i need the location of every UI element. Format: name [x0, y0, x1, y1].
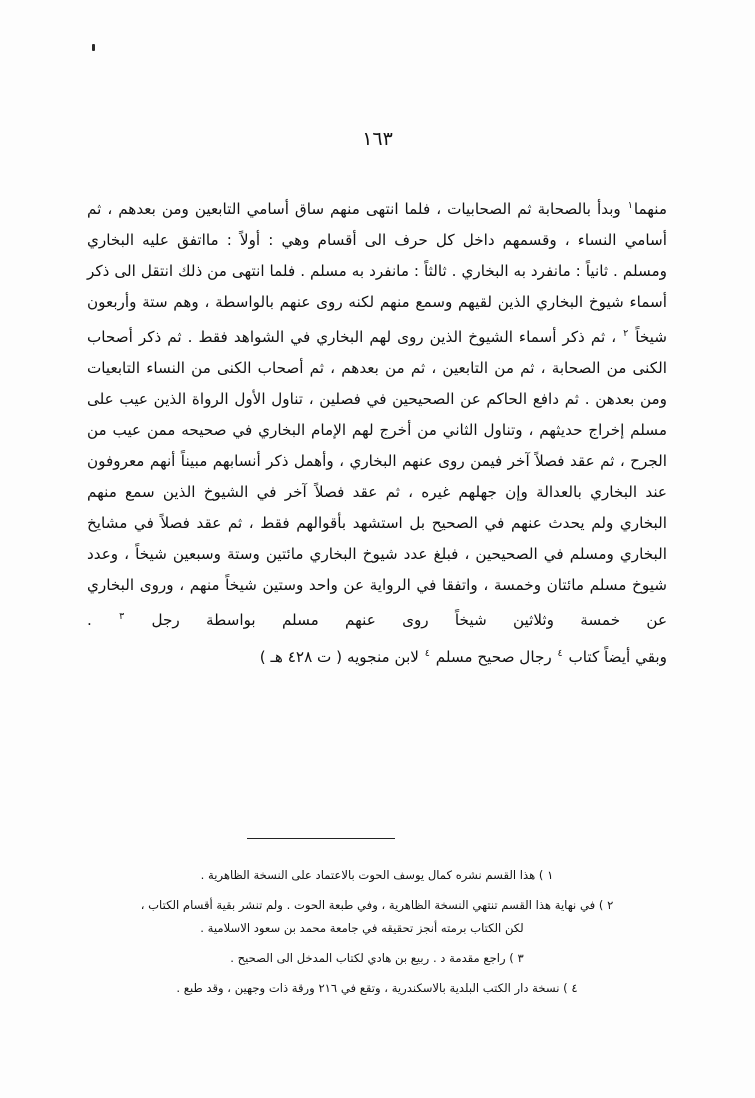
footnote-text: ١ ) هذا القسم نشره كمال يوسف الحوت بالاعتماد على النسخة الظاهرية .	[200, 868, 554, 882]
footnote-separator	[247, 838, 395, 839]
footnote-item	[87, 894, 667, 940]
paragraph-1: منهما$^١$ وبدأ بالصحابة ثم الصحابيات ، فلما انتهى منهم ساق أسامي التابعين ومن بعدهم ، ثم أسامي النساء ، وقسمهم داخل كل حرف الى أقسام وهي : أولاً : مااتفق عليه البخاري ومسلم . ثانياً : مانفرد به البخاري . ثالثاً : مانفرد به مسلم . فلما انتهى من ذلك انتقل الى ذكر أسماء شيوخ البخاري الذين لقيهم وسمع منهم لكنه روى عنهم بالواسطة ، وهم ستة وأربعون شيخاً $^٢$ ، ثم ذكر أسماء الشيوخ الذين روى لهم البخاري في الشواهد فقط . ثم ذكر أصحاب الكنى من الصحابة ، ثم من التابعين ، ثم من بعدهم ، ثم أصحاب الكنى من النساء التابعيات ومن بعدهن . ثم دافع الحاكم عن الصحيحين في فصلين ، تناول الأول الرواة الذين عيب على مسلم إخراج حديثهم ، وتناول الثاني من أخرج لهم الإمام البخاري في صحيحه ممن عيب من الجرح ، ثم عقد فصلاً آخر فيمن روى عنهم البخاري ، وأهمل ذكر أنسابهم مبيناً أنهم معروفون عند البخاري بالعدالة وإن جهلهم غيره ، ثم عقد فصلاً آخر في الشيوخ الذين سمع منهم البخاري ولم يحدث عنهم في الصحيح بل استشهد بأقوالهم فقط ، ثم عقد فصلاً في مشايخ البخاري ومسلم في الصحيحين ، فبلغ عدد شيوخ البخاري مائتين وستة وسبعين شيخاً ، وعدد شيوخ مسلم مائتان وخمسة ، واتفقا في الرواية عن واحد وستين شيخاً منهم ، وروى البخاري عن خمسة وثلاثين شيخاً روى عنهم مسلم بواسطة رجل $^٣$ .	[87, 200, 668, 630]
footnote-text: ٤ ) نسخة دار الكتب البلدية بالاسكندرية ، وتقع في ٢١٦ ورقة ذات وجهين ، وقد طبع .	[176, 981, 578, 995]
footnote-text: ٢ ) في نهاية هذا القسم تنتهي النسخة الظاهرية ، وفي طبعة الحوت . ولم تنشر بقية أقسام الكتاب ،	[140, 898, 614, 912]
footnote-item	[87, 977, 667, 1000]
footnote-continuation: لكن الكتاب برمته أنجز تحقيقه في جامعة محمد بن سعود الاسلامية .	[200, 921, 524, 935]
paragraph-2: وبقي أيضاً كتاب $^٤$ رجال صحيح مسلم $^٤$ لابن منجويه ( ت ٤٢٨ هـ )	[259, 648, 667, 667]
page-corner-mark	[92, 44, 95, 51]
footnote-item	[87, 947, 667, 970]
body-text	[87, 190, 667, 673]
page-number: ١٦٣	[362, 128, 393, 150]
footnotes-section	[87, 864, 667, 1007]
footnote-item	[87, 864, 667, 887]
footnote-text: ٣ ) راجع مقدمة د . ربيع بن هادي لكتاب المدخل الى الصحيح .	[230, 951, 524, 965]
